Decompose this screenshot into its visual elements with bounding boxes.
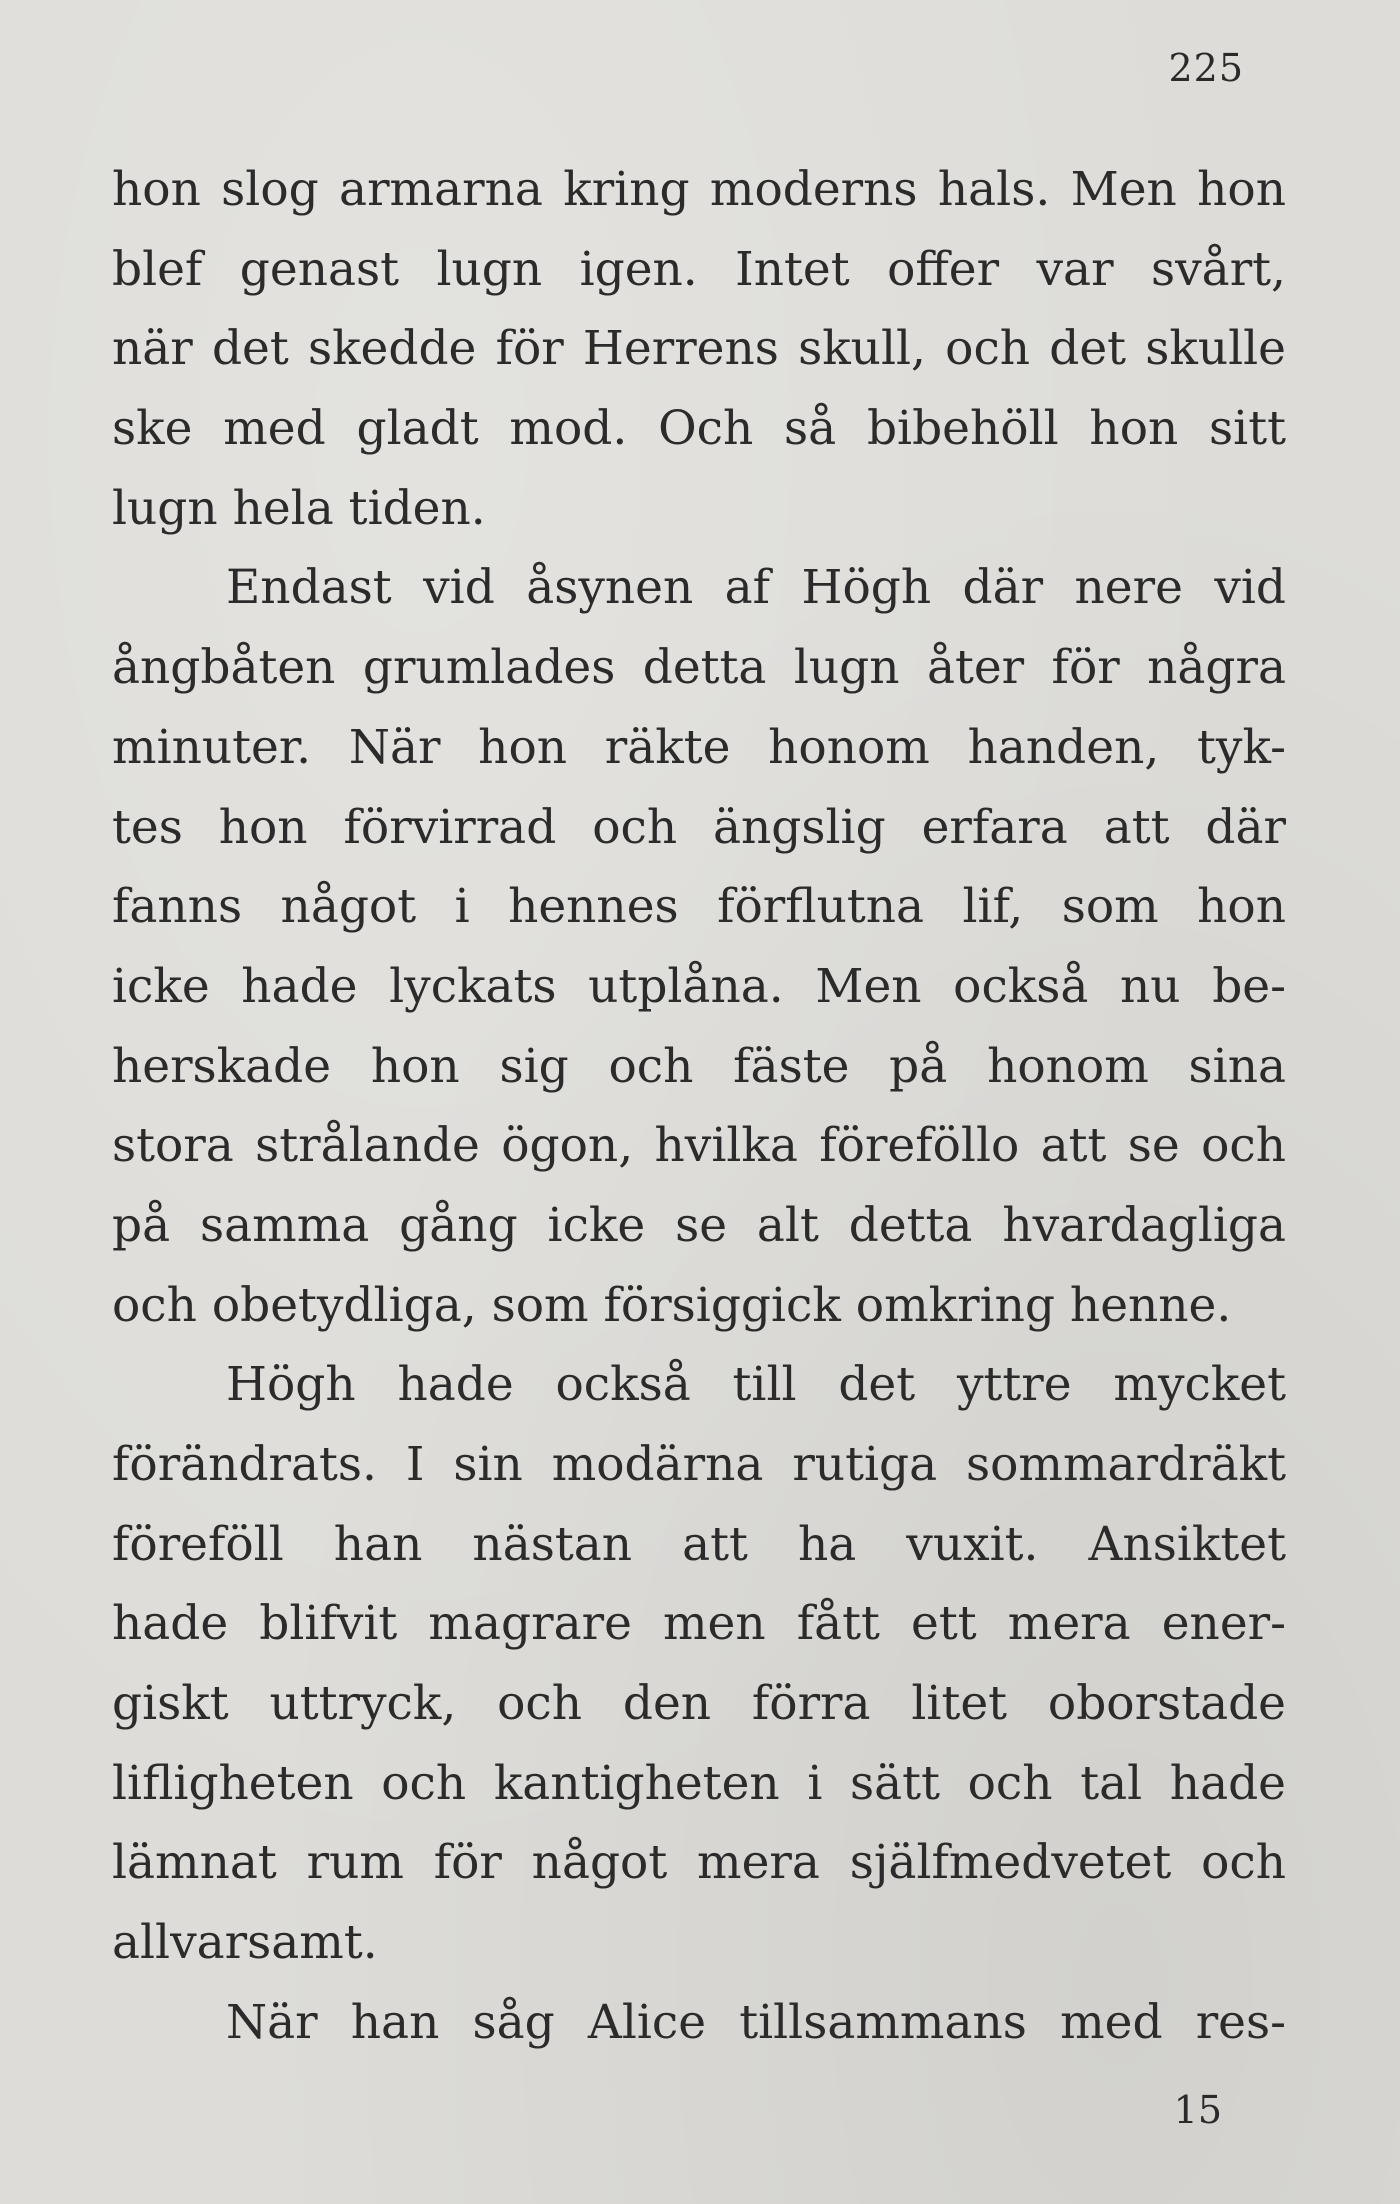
body-text — [112, 150, 1286, 2063]
text-line: fanns något i hennes förflutna lif, som hon — [112, 879, 1286, 935]
text-line: stora strålande ögon, hvilka föreföllo att se och — [112, 1118, 1286, 1174]
text-line: Högh hade också till det yttre mycket — [226, 1357, 1286, 1413]
text-line: giskt uttryck, och den förra litet oborstade — [112, 1676, 1286, 1732]
text-line: icke hade lyckats utplåna. Men också nu be- — [112, 958, 1286, 1014]
text-line: hade blifvit magrare men fått ett mera ener- — [112, 1596, 1286, 1652]
text-line: herskade hon sig och fäste på honom sina — [112, 1038, 1286, 1094]
text-line: ångbåten grumlades detta lugn åter för några — [112, 640, 1286, 696]
text-line: när det skedde för Herrens skull, och det skulle — [112, 321, 1286, 377]
text-line: När han såg Alice tillsammans med res- — [226, 1994, 1286, 2050]
text-line: tes hon förvirrad och ängslig erfara att där — [112, 799, 1286, 855]
text-line: på samma gång icke se alt detta hvardagliga — [112, 1197, 1286, 1253]
text-line: ske med gladt mod. Och så bibehöll hon sitt — [112, 401, 1286, 457]
text-line: lämnat rum för något mera själfmedvetet och — [112, 1835, 1286, 1891]
text-line: lugn hela tiden. — [112, 480, 486, 536]
text-line: allvarsamt. — [112, 1915, 378, 1971]
text-line: föreföll han nästan att ha vuxit. Ansiktet — [112, 1516, 1286, 1572]
text-line: blef genast lugn igen. Intet offer var svårt, — [112, 241, 1286, 297]
text-line: lifligheten och kantigheten i sätt och tal hade — [112, 1755, 1286, 1811]
text-line: förändrats. I sin modärna rutiga sommardräkt — [112, 1437, 1286, 1492]
text-line: och obetydliga, som försiggick omkring henne. — [112, 1277, 1232, 1333]
text-line: Endast vid åsynen af Högh där nere vid — [226, 560, 1286, 616]
signature-mark: 15 — [1173, 2088, 1222, 2132]
text-line: minuter. När hon räkte honom handen, tyk- — [112, 719, 1286, 775]
text-line: hon slog armarna kring moderns hals. Men hon — [112, 162, 1286, 217]
page-number: 225 — [1168, 46, 1244, 90]
